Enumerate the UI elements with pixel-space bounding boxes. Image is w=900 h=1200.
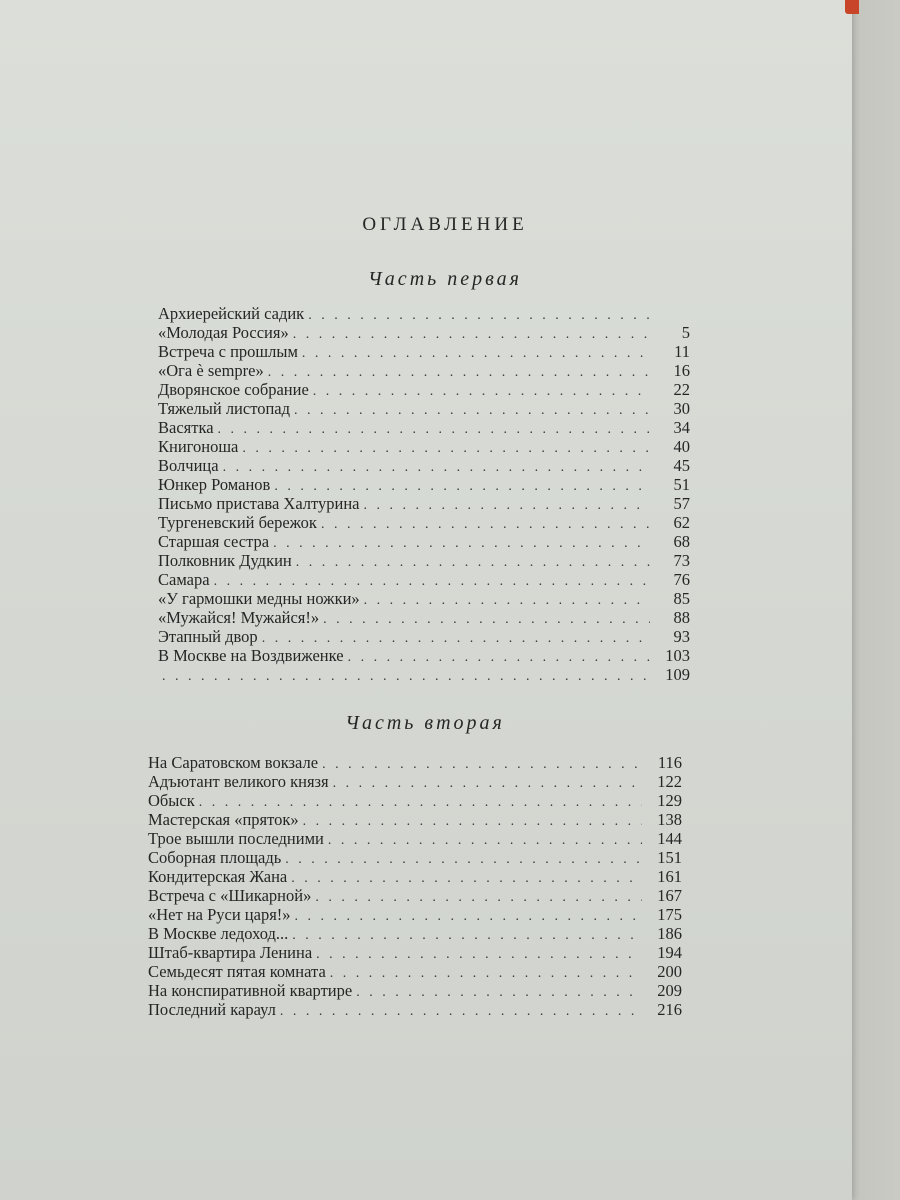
- toc-entry: [158, 456, 690, 475]
- toc-entry: [158, 399, 690, 418]
- toc-entry: [148, 848, 682, 867]
- toc-entry-page: 122: [657, 772, 682, 791]
- toc-entry-page: 144: [657, 829, 682, 848]
- toc-entry: [148, 829, 682, 848]
- toc-entry-title: Семьдесят пятая комната: [148, 962, 326, 981]
- toc-leader-dots: [316, 945, 642, 964]
- toc-entry-page: 151: [657, 848, 682, 867]
- toc-entry: [148, 962, 682, 981]
- toc-part-one: [158, 304, 690, 684]
- toc-leader-dots: [296, 553, 650, 572]
- toc-leader-dots: [295, 907, 642, 926]
- toc-leader-dots: [315, 888, 642, 907]
- part-one-title: Часть первая: [368, 268, 522, 290]
- toc-entry-title: «Мужайся! Мужайся!»: [158, 608, 320, 627]
- toc-entry: [148, 753, 682, 772]
- toc-entry: [148, 943, 682, 962]
- page-title: ОГЛАВЛЕНИЕ: [362, 214, 528, 235]
- toc-entry-page: 161: [657, 867, 682, 886]
- toc-leader-dots: [364, 591, 650, 610]
- toc-entry-page: 85: [673, 589, 690, 608]
- toc-entry: [148, 905, 682, 924]
- toc-entry: [158, 665, 690, 684]
- toc-entry: [158, 380, 690, 399]
- toc-entry-title: Кондитерская Жана: [148, 867, 288, 886]
- toc-leader-dots: [242, 439, 650, 458]
- toc-entry-title: Соборная площадь: [148, 848, 282, 867]
- toc-entry-page: 34: [673, 418, 690, 437]
- toc-entry: [158, 304, 690, 323]
- toc-entry-page: 167: [657, 886, 682, 905]
- toc-leader-dots: [328, 831, 642, 850]
- toc-entry: [148, 1000, 682, 1019]
- toc-entry-page: 62: [673, 513, 690, 532]
- toc-entry-page: 116: [657, 753, 682, 772]
- toc-entry-page: 209: [657, 981, 682, 1000]
- toc-leader-dots: [321, 515, 650, 534]
- toc-leader-dots: [308, 306, 650, 325]
- toc-entry-title: Васятка: [158, 418, 214, 437]
- toc-entry-page: 129: [657, 791, 682, 810]
- toc-entry: [158, 437, 690, 456]
- toc-entry: [148, 924, 682, 943]
- toc-leader-dots: [302, 344, 650, 363]
- toc-entry-page: 138: [657, 810, 682, 829]
- toc-entry-title: Полковник Дудкин: [158, 551, 292, 570]
- toc-entry-page: 109: [665, 665, 690, 684]
- toc-leader-dots: [293, 325, 650, 344]
- toc-entry-title: Тургеневский бережок: [158, 513, 317, 532]
- toc-entry-title: Архиерейский садик: [158, 304, 305, 323]
- toc-entry-page: 175: [657, 905, 682, 924]
- toc-entry: [158, 627, 690, 646]
- toc-leader-dots: [218, 420, 650, 439]
- toc-entry-title: Самара: [158, 570, 210, 589]
- toc-entry-page: 16: [673, 361, 690, 380]
- toc-entry-page: 76: [673, 570, 690, 589]
- toc-leader-dots: [330, 964, 642, 983]
- toc-entry-title: Встреча с прошлым: [158, 342, 298, 361]
- toc-leader-dots: [223, 458, 650, 477]
- toc-entry-title: Штаб-квартира Ленина: [148, 943, 313, 962]
- toc-entry-title: Письмо пристава Халтурина: [158, 494, 360, 513]
- toc-entry-title: Тяжелый листопад: [158, 399, 290, 418]
- toc-entry-title: Последний караул: [148, 1000, 276, 1019]
- toc-entry-title: На Саратовском вокзале: [148, 753, 319, 772]
- toc-leader-dots: [303, 812, 642, 831]
- toc-leader-dots: [294, 401, 650, 420]
- toc-entry-page: 103: [665, 646, 690, 665]
- toc-entry: [158, 532, 690, 551]
- toc-entry-title: «Нет на Руси царя!»: [148, 905, 291, 924]
- toc-leader-dots: [364, 496, 651, 515]
- toc-leader-dots: [291, 869, 642, 888]
- toc-entry: [148, 810, 682, 829]
- toc-entry: [148, 981, 682, 1000]
- toc-leader-dots: [333, 774, 642, 793]
- toc-leader-dots: [162, 667, 650, 686]
- toc-entry-page: 51: [673, 475, 690, 494]
- toc-entry-title: Юнкер Романов: [158, 475, 271, 494]
- toc-leader-dots: [280, 1002, 642, 1021]
- toc-leader-dots: [322, 755, 642, 774]
- toc-entry-title: «Молодая Россия»: [158, 323, 289, 342]
- toc-entry-title: «У гармошки медны ножки»: [158, 589, 360, 608]
- toc-entry-page: 216: [657, 1000, 682, 1019]
- part-two-title: Часть вторая: [345, 712, 505, 734]
- toc-entry-title: «Ога è semprе»: [158, 361, 264, 380]
- toc-entry-page: 5: [681, 323, 690, 342]
- toc-entry-page: 88: [673, 608, 690, 627]
- toc-entry-title: Встреча с «Шикарной»: [148, 886, 312, 905]
- toc-entry-title: Мастерская «пряток»: [148, 810, 299, 829]
- toc-entry-title: В Москве на Воздвиженке: [158, 646, 344, 665]
- toc-leader-dots: [273, 534, 650, 553]
- toc-entry: [158, 342, 690, 361]
- toc-leader-dots: [323, 610, 650, 629]
- toc-entry-page: 22: [673, 380, 690, 399]
- toc-entry-title: На конспиративной квартире: [148, 981, 353, 1000]
- toc-entry-page: 40: [673, 437, 690, 456]
- toc-entry: [148, 772, 682, 791]
- toc-entry-page: 68: [673, 532, 690, 551]
- toc-entry: [158, 475, 690, 494]
- toc-leader-dots: [285, 850, 642, 869]
- toc-entry-title: Волчица: [158, 456, 219, 475]
- toc-entry: [148, 791, 682, 810]
- toc-entry-title: Книгоноша: [158, 437, 239, 456]
- toc-entry: [158, 513, 690, 532]
- toc-entry-title: Дворянское собрание: [158, 380, 309, 399]
- toc-entry: [158, 589, 690, 608]
- toc-entry: [158, 361, 690, 380]
- toc-entry: [158, 570, 690, 589]
- toc-entry-title: Адъютант великого князя: [148, 772, 329, 791]
- toc-entry-title: Трое вышли последними: [148, 829, 324, 848]
- toc-leader-dots: [268, 363, 650, 382]
- toc-entry: [148, 886, 682, 905]
- toc-leader-dots: [356, 983, 642, 1002]
- toc-entry-page: 200: [657, 962, 682, 981]
- toc-entry: [158, 646, 690, 665]
- toc-entry: [158, 494, 690, 513]
- cover-edge: [845, 0, 859, 14]
- toc-entry-title: Этапный двор: [158, 627, 258, 646]
- toc-entry-page: 93: [673, 627, 690, 646]
- toc-leader-dots: [292, 926, 642, 945]
- toc-entry: [158, 608, 690, 627]
- toc-entry-page: 194: [657, 943, 682, 962]
- toc-part-two: [148, 753, 682, 1019]
- toc-leader-dots: [313, 382, 650, 401]
- toc-entry-page: 57: [673, 494, 690, 513]
- toc-entry: [158, 323, 690, 342]
- toc-entry-page: 73: [673, 551, 690, 570]
- toc-entry: [158, 551, 690, 570]
- toc-entry-page: 186: [657, 924, 682, 943]
- toc-entry-page: 11: [674, 342, 690, 361]
- toc-entry-title: Обыск: [148, 791, 195, 810]
- toc-entry-page: 30: [673, 399, 690, 418]
- toc-entry-title: В Москве ледоход...: [148, 924, 289, 943]
- toc-entry: [148, 867, 682, 886]
- toc-entry-title: Старшая сестра: [158, 532, 270, 551]
- toc-entry: [158, 418, 690, 437]
- toc-entry-page: 45: [673, 456, 690, 475]
- toc-leader-dots: [348, 648, 650, 667]
